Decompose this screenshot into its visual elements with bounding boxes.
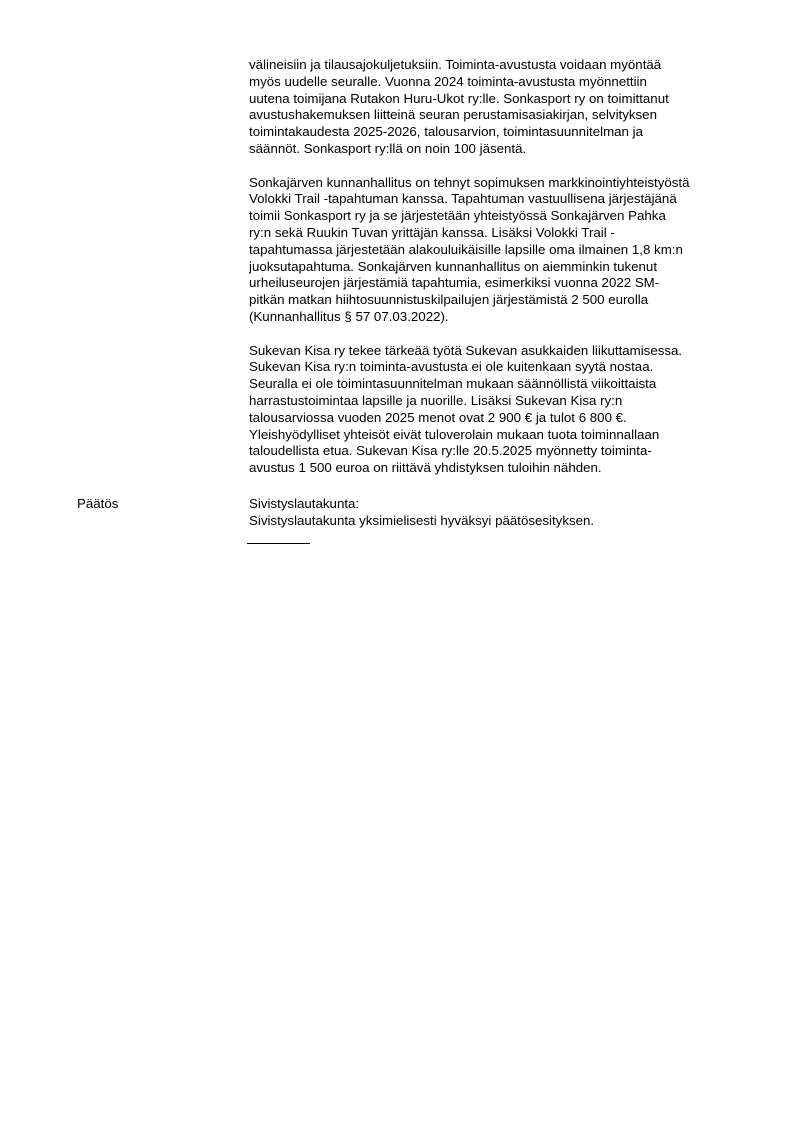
discussion-text xyxy=(249,57,749,477)
text-line: Yleishyödylliset yhteisöt eivät tuloverolain mukaan tuota toiminnallaan xyxy=(249,426,660,442)
text-line: myös uudelle seuralle. Vuonna 2024 toiminta-avustusta myönnettiin xyxy=(249,73,647,89)
text-line: Sonkajärven kunnanhallitus on tehnyt sopimuksen markkinointiyhteistyöstä xyxy=(249,174,690,190)
decision-body: Sivistyslautakunta: xyxy=(249,496,360,511)
decision-label: Päätös xyxy=(77,496,119,511)
paragraph-volokki-trail xyxy=(249,175,749,326)
text-line: toimii Sonkasport ry ja se järjestetään yhteistyössä Sonkajärven Pahka xyxy=(249,208,666,224)
paragraph-sukevan-kisa xyxy=(249,343,749,477)
text-line: Sukevan Kisa ry:n toiminta-avustusta ei ole kuitenkaan syytä nostaa. xyxy=(249,359,654,375)
end-divider xyxy=(247,543,310,544)
decision-text: Sivistyslautakunta yksimielisesti hyväksyi päätösesityksen. xyxy=(249,512,595,528)
text-line: tapahtumassa järjestetään alakouluikäisille lapsille oma ilmainen 1,8 km:n xyxy=(249,241,683,257)
text-line: ry:n sekä Ruukin Tuvan yrittäjän kanssa. Lisäksi Volokki Trail - xyxy=(249,224,615,240)
text-line: Seuralla ei ole toimintasuunnitelman mukaan säännöllistä viikoittaista xyxy=(249,376,657,392)
paragraph-spacer xyxy=(249,158,749,175)
text-line: avustus 1 500 euroa on riittävä yhdistyksen tuloihin nähden. xyxy=(249,460,602,476)
text-line: säännöt. Sonkasport ry:llä on noin 100 jäsentä. xyxy=(249,140,527,156)
text-line: harrastustoimintaa lapsille ja nuorille. Lisäksi Sukevan Kisa ry:n xyxy=(249,392,623,408)
text-line: avustushakemuksen liitteinä seuran perustamisasiakirjan, selvityksen xyxy=(249,107,657,123)
decision-section xyxy=(249,496,749,530)
text-line: Volokki Trail -tapahtuman kanssa. Tapahtuman vastuullisena järjestäjänä xyxy=(249,191,677,207)
text-line: juoksutapahtuma. Sonkajärven kunnanhallitus on aiemminkin tukenut xyxy=(249,258,658,274)
text-line: Sukevan Kisa ry tekee tärkeää työtä Sukevan asukkaiden liikuttamisessa. xyxy=(249,342,683,358)
text-line: urheiluseurojen järjestämiä tapahtumia, esimerkiksi vuonna 2022 SM- xyxy=(249,275,660,291)
text-line: välineisiin ja tilausajokuljetuksiin. Toiminta-avustusta voidaan myöntää xyxy=(249,57,662,72)
text-line: uutena toimijana Rutakon Huru-Ukot ry:lle. Sonkasport ry on toimittanut xyxy=(249,90,669,106)
text-line: toimintakaudesta 2025-2026, talousarvion, toimintasuunnitelman ja xyxy=(249,124,643,140)
paragraph-sonkasport xyxy=(249,57,749,158)
paragraph-spacer xyxy=(249,326,749,343)
text-line: (Kunnanhallitus § 57 07.03.2022). xyxy=(249,308,449,324)
text-line: talousarviossa vuoden 2025 menot ovat 2 900 € ja tulot 6 800 €. xyxy=(249,409,627,425)
text-line: pitkän matkan hiihtosuunnistuskilpailujen järjestämistä 2 500 eurolla xyxy=(249,292,649,308)
text-line: taloudellista etua. Sukevan Kisa ry:lle 20.5.2025 myönnetty toiminta- xyxy=(249,443,652,459)
